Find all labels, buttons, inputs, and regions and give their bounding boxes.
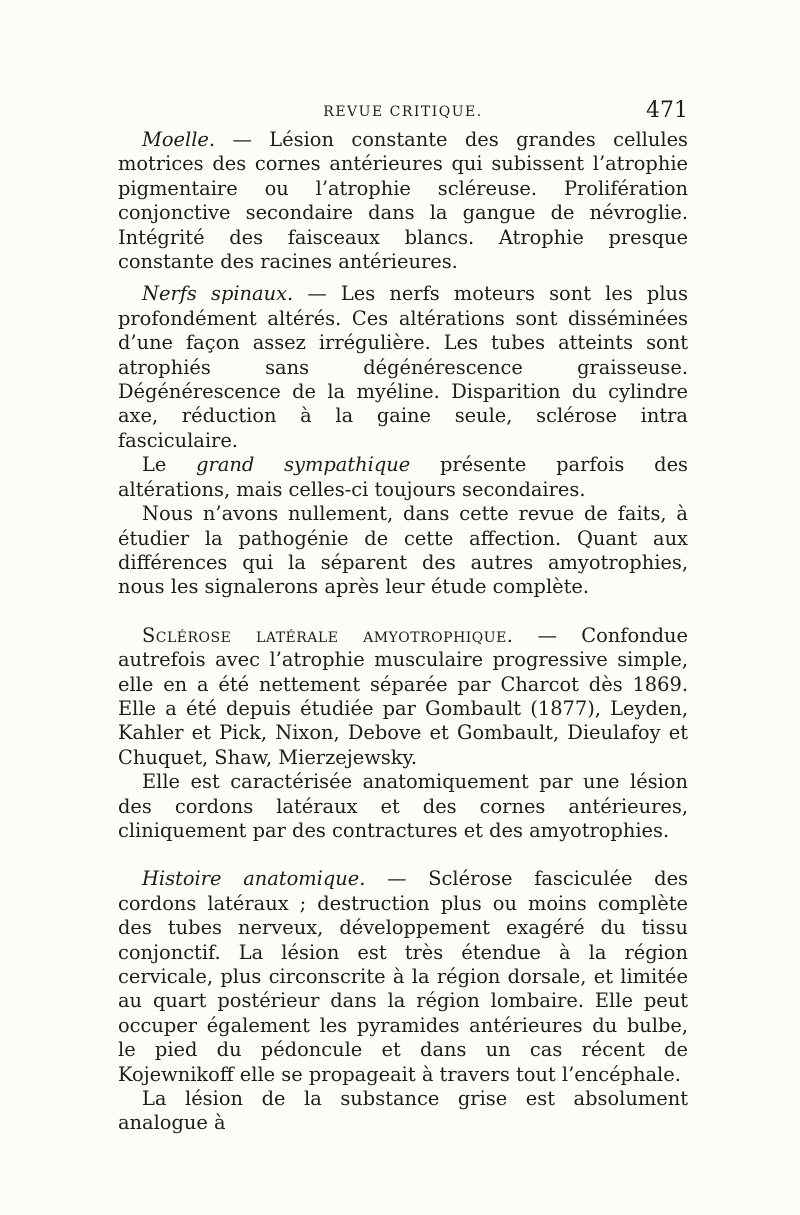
paragraph-moelle: [118, 128, 688, 274]
paragraph-sclerose-laterale: [118, 624, 688, 770]
paragraph-text: Le: [142, 453, 197, 477]
paragraph-nerfs-spinaux: [118, 282, 688, 453]
page-body: [118, 128, 688, 1136]
section-heading-sclerose-laterale: Sclérose latérale amyotrophique.: [142, 623, 514, 647]
term-grand-sympathique: grand sympathique: [196, 453, 411, 477]
paragraph-text: — Confondue autrefois avec l’atrophie musculaire progressive simple, elle en a été nettement séparée par Charcot dès 1869. Elle a été depuis étudiée par Gombault (1877), Leyden, Kahler et Pick, Nixon, Debove et Gombault, Dieulafoy et Chuquet, Shaw, Mierzejewsky.: [118, 623, 688, 769]
paragraph-text: présente parfois des altérations, mais celles-ci toujours secondaires.: [118, 453, 688, 501]
paragraph-nous: [118, 502, 688, 600]
paragraph-histoire-anatomique: [118, 867, 688, 1087]
paragraph-text: — Sclérose fasciculée des cordons latéraux ; destruction plus ou moins complète des tubes nerveux, développement exagéré du tissu conjonctif. La lésion est très étendue à la région cervicale, plus circonscrite à la région dorsale, et limitée au quart postérieur dans la région lombaire. Elle peut occuper également les pyramides antérieures du bulbe, le pied du pédoncule et dans un cas récent de Kojewnikoff elle se propageait à travers tout l’encéphale.: [118, 867, 689, 1086]
spacer: [118, 843, 688, 867]
spacer: [118, 274, 688, 282]
spacer: [118, 600, 688, 624]
paragraph-text: Elle est caractérisée anatomiquement par une lésion des cordons latéraux et des cornes antérieures, cliniquement par des contractures et des amyotrophies.: [118, 770, 688, 842]
section-label-nerfs-spinaux: Nerfs spinaux.: [142, 282, 294, 306]
section-label-histoire-anatomique: Histoire anatomique.: [142, 867, 366, 891]
paragraph-text: La lésion de la substance grise est absolument analogue à: [118, 1087, 688, 1135]
page-number: 471: [646, 98, 688, 123]
section-label-moelle: Moelle.: [142, 128, 216, 151]
page-header: [118, 98, 688, 128]
paragraph-text: — Lésion constante des grandes cellules motrices des cornes antérieures qui subissent l’atrophie pigmentaire ou l’atrophie scléreuse. Prolifération conjonctive secondaire dans la gangue de névroglie. Intégrité des faisceaux blancs. Atrophie presque constante des racines antérieures.: [118, 128, 688, 274]
paragraph-grand-sympathique: [118, 453, 688, 502]
paragraph-caracterisee: [118, 770, 688, 843]
paragraph-lesion: [118, 1087, 688, 1136]
paragraph-text: Nous n’avons nullement, dans cette revue de faits, à étudier la pathogénie de cette affection. Quant aux différences qui la séparent des autres amyotrophies, nous les signalerons après leur étude complète.: [118, 502, 688, 599]
paragraph-text: — Les nerfs moteurs sont les plus profondément altérés. Ces altérations sont disséminées d’une façon assez irrégulière. Les tubes atteints sont atrophiés sans dégénérescence graisseuse. Dégénérescence de la myéline. Disparition du cylindre axe, réduction à la gaine seule, sclérose intra fasciculaire.: [118, 282, 688, 452]
running-title: REVUE CRITIQUE.: [323, 104, 483, 120]
